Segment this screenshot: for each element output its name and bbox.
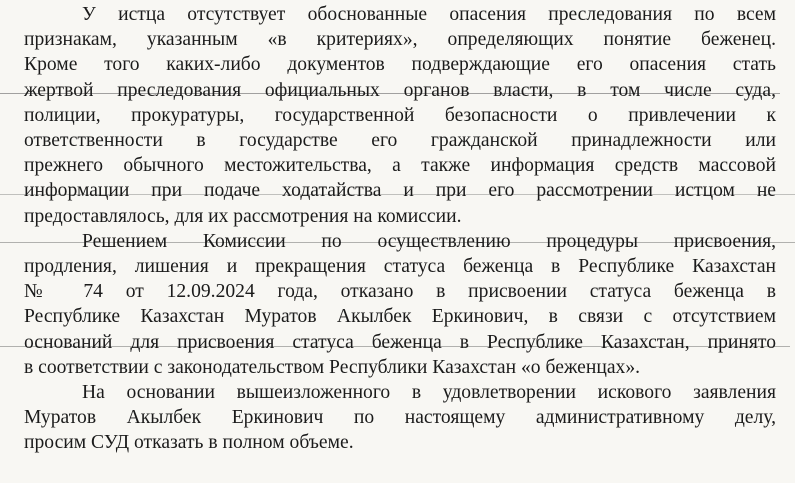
text-line: прежнего обычного местожительства, а также информация средств массовой: [24, 155, 776, 177]
text-line: На основании вышеизложенного в удовлетворении искового заявления: [82, 382, 776, 404]
text-line: продления, лишения и прекращения статуса беженца в Республике Казахстан: [24, 256, 776, 278]
text-line: просим СУД отказать в полном объеме.: [24, 432, 354, 454]
text-line: жертвой преследования официальных органов власти, в том числе суда,: [24, 79, 776, 101]
text-line: № 74 от 12.09.2024 года, отказано в присвоении статуса беженца в: [24, 281, 776, 303]
paragraph-1: [24, 2, 776, 229]
text-line: полиции, прокуратуры, государственной безопасности о привлечении к: [24, 104, 776, 126]
document-body: [24, 2, 776, 456]
text-line: в соответствии с законодательством Республики Казахстан «о беженцах».: [24, 356, 641, 378]
text-line: предоставлялось, для их рассмотрения на комиссии.: [24, 205, 462, 227]
text-line: Кроме того каких-либо документов подверждающие его опасения стать: [24, 54, 776, 76]
text-line: оснований для присвоения статуса беженца в Республике Казахстан, принято: [24, 331, 776, 353]
text-line: ответственности в государстве его гражданской принадлежности или: [24, 130, 776, 152]
text-line: Республике Казахстан Муратов Акылбек Еркинович, в связи с отсутствием: [24, 306, 776, 328]
paragraph-3: [24, 380, 776, 456]
text-line: У истца отсутствует обоснованные опасения преследования по всем: [82, 4, 776, 25]
text-line: информации при подаче ходатайства и при его рассмотрении истцом не: [24, 180, 776, 202]
text-line: признакам, указанным «в критериях», определяющих понятие беженец.: [24, 29, 776, 51]
text-line: Муратов Акылбек Еркинович по настоящему административному делу,: [24, 407, 776, 429]
paragraph-2: [24, 229, 776, 380]
text-line: Решением Комиссии по осуществлению процедуры присвоения,: [82, 230, 776, 252]
